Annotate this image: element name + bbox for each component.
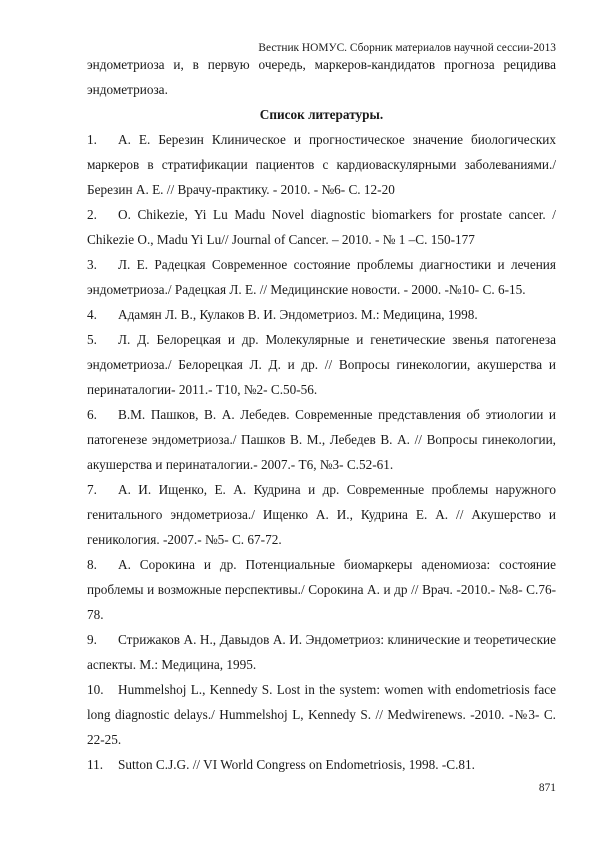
reference-list — [87, 127, 556, 777]
reference-text: А. И. Ищенко, Е. А. Кудрина и др. Современные проблемы наружного генитального эндометриоза./ Ищенко А. И., Кудрина Е. А. // Акушерство и гениколoгия. -2007.- №5- С. 67-72. — [87, 482, 556, 547]
reference-item — [87, 127, 556, 202]
reference-number: 8. — [87, 557, 97, 572]
reference-text: А. Сорокина и др. Потенциальные биомаркеры аденомиоза: состояние проблемы и возможные перспективы./ Сорокина А. и др // Врач. -2010.- №8- С.76-78. — [87, 557, 556, 622]
reference-number: 11. — [87, 757, 104, 772]
reference-text: Hummelshoj L., Kennedy S. Lost in the system: women with endometriosis face long diagnostic delays./ Hummelshoj L, Kennedy S. // Medwirenews. -2010. -№3- С. 22-25. — [87, 682, 556, 747]
reference-item — [87, 477, 556, 552]
reference-number: 3. — [87, 257, 97, 272]
reference-item — [87, 402, 556, 477]
reference-number: 5. — [87, 332, 97, 347]
reference-number: 6. — [87, 407, 97, 422]
page-content — [87, 52, 556, 777]
reference-item — [87, 627, 556, 677]
reference-number: 4. — [87, 307, 97, 322]
reference-text: Адамян Л. В., Кулаков В. И. Эндометриоз. М.: Медицина, 1998. — [118, 307, 478, 322]
reference-text: Л. Д. Белорецкая и др. Молекулярные и генетические звенья патогенеза эндометриоза./ Белорецкая Л. Д. и др. // Вопросы гинекологии, акушерства и перинаталогии- 2011.- Т10, №2- С.50-56. — [87, 332, 556, 397]
reference-number: 7. — [87, 482, 97, 497]
reference-number: 9. — [87, 632, 97, 647]
running-header: Вестник НОМУС. Сборник материалов научной сессии-2013 — [258, 42, 556, 54]
reference-item — [87, 202, 556, 252]
reference-text: O. Chikezie, Yi Lu Madu Novel diagnostic biomarkers for prostate cancer. / Chikezie O., Madu Yi Lu// Journal of Cancer. – 2010. - № 1 –С. 150-177 — [87, 207, 556, 247]
reference-number: 2. — [87, 207, 97, 222]
reference-item — [87, 752, 556, 777]
reference-text: Л. Е. Радецкая Современное состояние проблемы диагностики и лечения эндометриоза./ Радецкая Л. Е. // Медицинские новости. - 2000. -№10- С. 6-15. — [87, 257, 556, 297]
reference-item — [87, 677, 556, 752]
page-number: 871 — [538, 782, 556, 794]
reference-number: 10. — [87, 682, 104, 697]
reference-item — [87, 252, 556, 302]
reference-text: В.М. Пашков, В. А. Лебедев. Современные представления об этиологии и патогенезе эндометриоза./ Пашков В. М., Лебедев В. А. // Вопросы гинекологии, акушерства и перинаталогии.- 2007.- Т6, №3- С.52-61. — [87, 407, 556, 472]
reference-number: 1. — [87, 132, 97, 147]
reference-text: Стрижаков А. Н., Давыдов А. И. Эндометриоз: клинические и теоретические аспекты. М.: Медицина, 1995. — [87, 632, 556, 672]
reference-item — [87, 327, 556, 402]
references-title: Список литературы. — [259, 107, 384, 122]
reference-text: Sutton C.J.G. // VI World Congress on Endometriosis, 1998. -С.81. — [118, 757, 475, 772]
reference-text: А. Е. Березин Клиническое и прогностическое значение биологических маркеров в стратификации пациентов с кардиоваскулярными заболеваниями./ Березин А. Е. // Врачу-практику. - 2010. - №6- С. 12-20 — [87, 132, 556, 197]
reference-item — [87, 552, 556, 627]
reference-item — [87, 302, 556, 327]
intro-paragraph: эндометриоза и, в первую очередь, маркеров-кандидатов прогноза рецидива эндометриоза. — [87, 57, 556, 97]
